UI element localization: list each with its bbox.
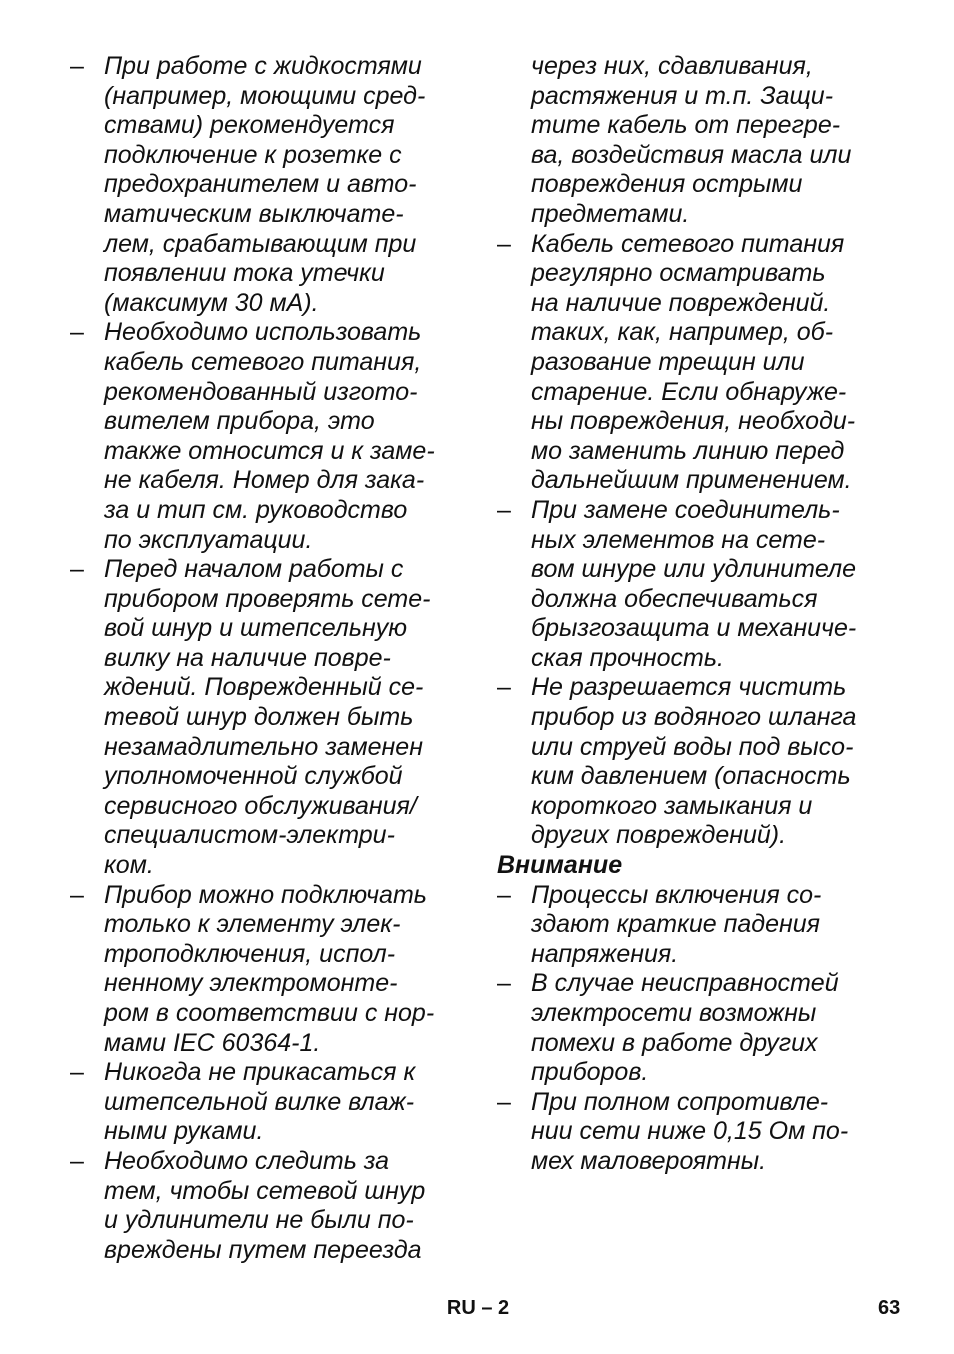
text-line: повреждения острыми (531, 170, 803, 199)
text-line: мех маловероятны. (531, 1146, 767, 1175)
text-line: Прибор можно подключать (104, 880, 427, 909)
right-column (497, 52, 892, 1177)
text-line: разование трещин или (531, 347, 805, 376)
text-line: прибором проверять сете- (104, 584, 431, 613)
bullet-dash: – (70, 318, 84, 347)
text-line: вреждены путем переезда (104, 1235, 422, 1264)
bullet-dash: – (497, 673, 511, 702)
text-line: появлении тока утечки (104, 259, 385, 288)
text-line: ская прочность. (531, 643, 724, 672)
text-line: При полном сопротивле- (531, 1087, 829, 1116)
text-line: за и тип см. руководство (104, 495, 408, 524)
bullet-dash: – (70, 555, 84, 584)
list-item (70, 1058, 465, 1147)
text-line: вилку на наличие повре- (104, 643, 391, 672)
footer-label: RU – 2 (446, 1297, 510, 1319)
text-line: Не разрешается чистить (531, 673, 847, 702)
text-line: кабель сетевого питания, (104, 347, 422, 376)
text-line: прибор из водяного шланга (531, 703, 857, 732)
text-line: ствами) рекомендуется (104, 111, 395, 140)
bullet-dash: – (70, 52, 84, 80)
attention-list (497, 881, 892, 1177)
text-line: не кабеля. Номер для зака- (104, 466, 425, 495)
list-item (497, 673, 892, 851)
text-line: по эксплуатации. (104, 525, 313, 554)
text-line: матическим выключате- (104, 199, 404, 228)
text-line: ром в соответствии с нор- (104, 999, 435, 1027)
text-line: уполномоченной службой (104, 762, 403, 791)
text-line: Процессы включения со- (531, 880, 822, 909)
text-line: подключение к розетке с (104, 140, 402, 169)
bullet-dash: – (497, 229, 511, 258)
text-line: вой шнур и штепсельную (104, 614, 408, 643)
text-line: В случае неисправностей (531, 969, 839, 998)
bullet-dash: – (497, 1087, 511, 1116)
text-line: вителем прибора, это (104, 407, 375, 436)
list-item (497, 969, 892, 1087)
text-line: сервисного обслуживания/ (104, 791, 417, 820)
bullet-dash: – (70, 880, 84, 909)
page-number: 63 (878, 1297, 901, 1319)
text-line: ждений. Поврежденный се- (104, 673, 424, 702)
text-line: короткого замыкания и (531, 791, 813, 820)
text-line: таких, как, например, об- (531, 318, 834, 347)
text-line: ком. (104, 851, 154, 880)
text-line: Необходимо следить за (104, 1146, 390, 1175)
text-line: и удлинители не были по- (104, 1206, 414, 1235)
text-line: напряжения. (531, 939, 679, 968)
text-line: предметами. (531, 199, 690, 228)
text-line: регулярно осматривать (531, 259, 826, 288)
text-line: лем, срабатывающим при (104, 229, 417, 258)
text-line: троподключения, испол- (104, 939, 396, 968)
bullet-dash: – (497, 969, 511, 998)
text-line: ны повреждения, необходи- (531, 407, 856, 436)
attention-heading: Внимание (497, 851, 623, 880)
text-line: рекомендованный изгото- (104, 377, 418, 406)
text-line: (например, моющими сред- (104, 81, 426, 110)
text-line: должна обеспечиваться (531, 584, 818, 613)
text-line: помехи в работе других (531, 1028, 818, 1057)
text-line: вом шнуре или удлинителе (531, 555, 856, 584)
text-line: через них, сдавливания, (531, 52, 813, 80)
text-line: ненному электромонте- (104, 969, 398, 998)
text-line: здают краткие падения (531, 910, 821, 939)
text-line: тем, чтобы сетевой шнур (104, 1176, 426, 1205)
text-line: ных элементов на сете- (531, 525, 826, 554)
text-line: электросети возможны (531, 999, 817, 1027)
text-line: (максимум 30 мА). (104, 288, 319, 317)
list-item (497, 1088, 892, 1177)
bullet-dash: – (497, 495, 511, 524)
text-line: только к элементу элек- (104, 910, 401, 939)
text-line: предохранителем и авто- (104, 170, 417, 199)
text-line: Необходимо использовать (104, 318, 422, 347)
text-line: ными руками. (104, 1117, 264, 1146)
list-item (497, 881, 892, 970)
text-line: тевой шнур должен быть (104, 703, 414, 732)
text-line: ва, воздействия масла или (531, 140, 852, 169)
text-line: При замене соединитель- (531, 495, 840, 524)
list-item (497, 230, 892, 496)
text-line: При работе с жидкостями (104, 52, 422, 80)
right-list (497, 230, 892, 851)
text-line: Кабель сетевого питания (531, 229, 845, 258)
text-line: Перед началом работы с (104, 555, 404, 584)
text-line: брызгозащита и механиче- (531, 614, 857, 643)
text-line: мо заменить линию перед (531, 436, 845, 465)
text-line: также относится и к заме- (104, 436, 435, 465)
continuation-paragraph (497, 52, 892, 230)
bullet-dash: – (70, 1146, 84, 1175)
text-line: других повреждений). (531, 821, 787, 850)
list-item (70, 1147, 465, 1265)
text-line: Никогда не прикасаться к (104, 1058, 416, 1087)
text-line: растяжения и т.п. Защи- (531, 81, 834, 110)
list-item (497, 496, 892, 674)
bullet-dash: – (70, 1058, 84, 1087)
left-column (70, 52, 465, 1265)
text-line: на наличие повреждений. (531, 288, 831, 317)
text-line: нии сети ниже 0,15 Ом по- (531, 1117, 849, 1146)
list-item (70, 318, 465, 555)
list-item (70, 881, 465, 1059)
text-line: штепсельной вилке влаж- (104, 1087, 415, 1116)
text-line: тите кабель от перегре- (531, 111, 841, 140)
text-line: незамадлительно заменен (104, 732, 423, 761)
bullet-dash: – (497, 880, 511, 909)
text-line: дальнейшим применением. (531, 466, 852, 495)
list-item (70, 555, 465, 881)
text-line: или струей воды под высо- (531, 732, 854, 761)
text-line: старение. Если обнаруже- (531, 377, 847, 406)
text-line: мами IEC 60364-1. (104, 1028, 321, 1057)
list-item (70, 52, 465, 318)
text-line: приборов. (531, 1058, 649, 1087)
text-line: специалистом-электри- (104, 821, 395, 850)
text-line: ким давлением (опасность (531, 762, 851, 791)
